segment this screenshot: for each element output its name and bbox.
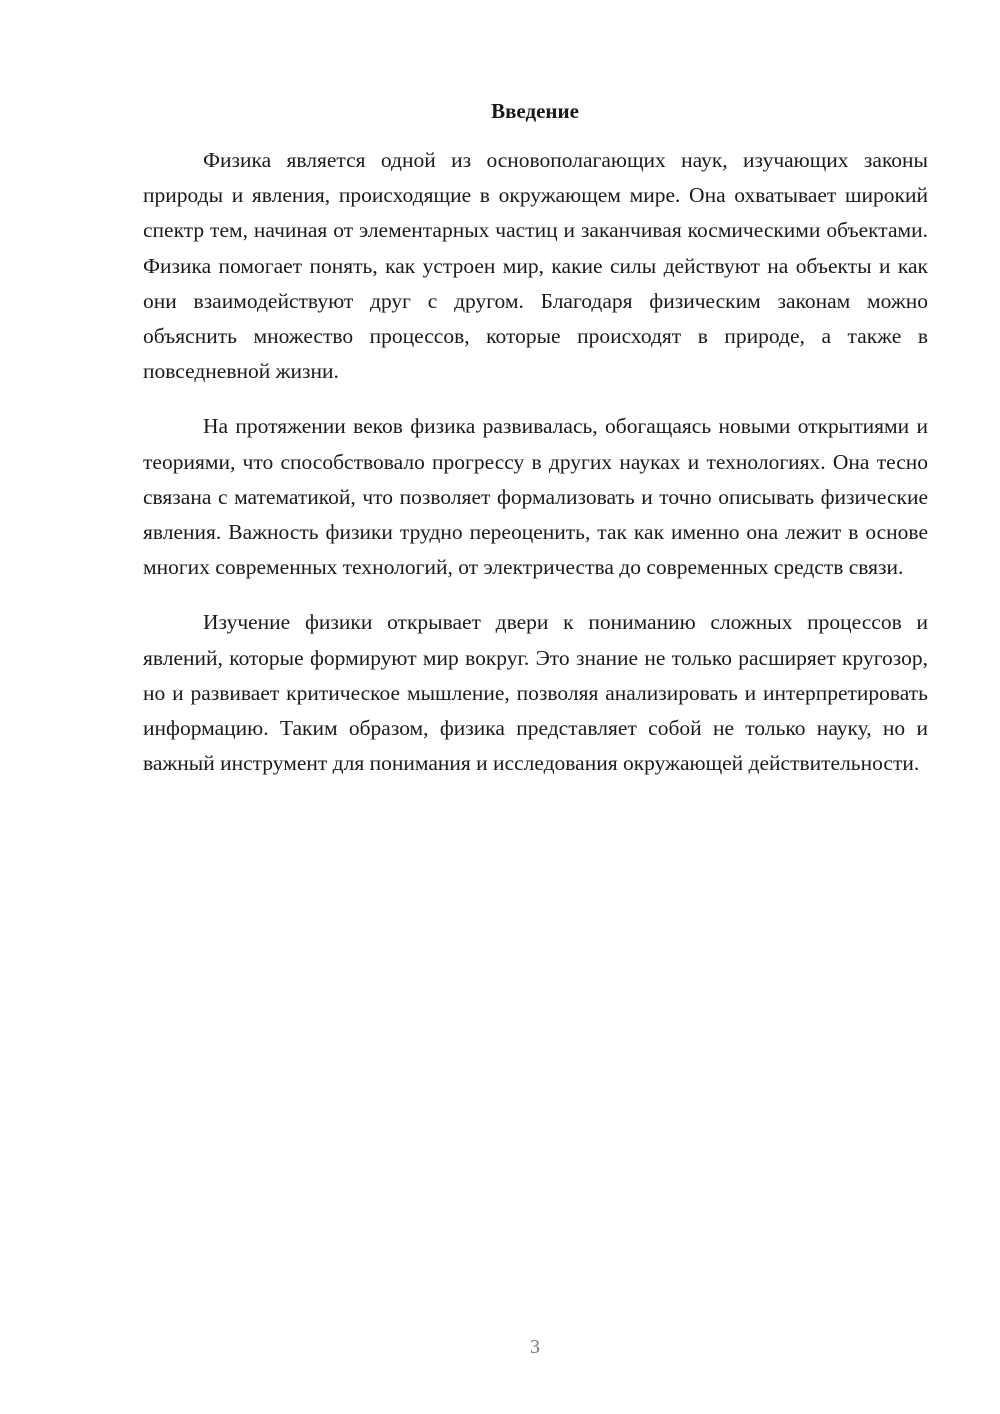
- paragraph-3: Изучение физики открывает двери к пониманию сложных процессов и явлений, которые формируют мир вокруг. Это знание не только расширяет кругозор, но и развивает критическое мышление, позволяя анализировать и интерпретировать информацию. Таким образом, физика представляет собой не только науку, но и важный инструмент для понимания и исследования окружающей действительности.: [143, 610, 928, 776]
- section-heading: Введение: [491, 99, 579, 123]
- paragraph-1: Физика является одной из основополагающих наук, изучающих законы природы и явления, происходящие в окружающем мире. Она охватывает широкий спектр тем, начиная от элементарных частиц и заканчивая космическими объектами. Физика помогает понять, как устроен мир, какие силы действуют на объекты и как они взаимодействуют друг с другом. Благодаря физическим законам можно объяснить множество процессов, которые происходят в природе, а также в повседневной жизни.: [143, 148, 928, 384]
- page-number: 3: [530, 1336, 540, 1358]
- paragraph-2: На протяжении веков физика развивалась, обогащаясь новыми открытиями и теориями, что способствовало прогрессу в других науках и технологиях. Она тесно связана с математикой, что позволяет формализовать и точно описывать физические явления. Важность физики трудно переоценить, так как именно она лежит в основе многих современных технологий, от электричества до современных средств связи.: [143, 414, 928, 580]
- document-body: [143, 143, 928, 801]
